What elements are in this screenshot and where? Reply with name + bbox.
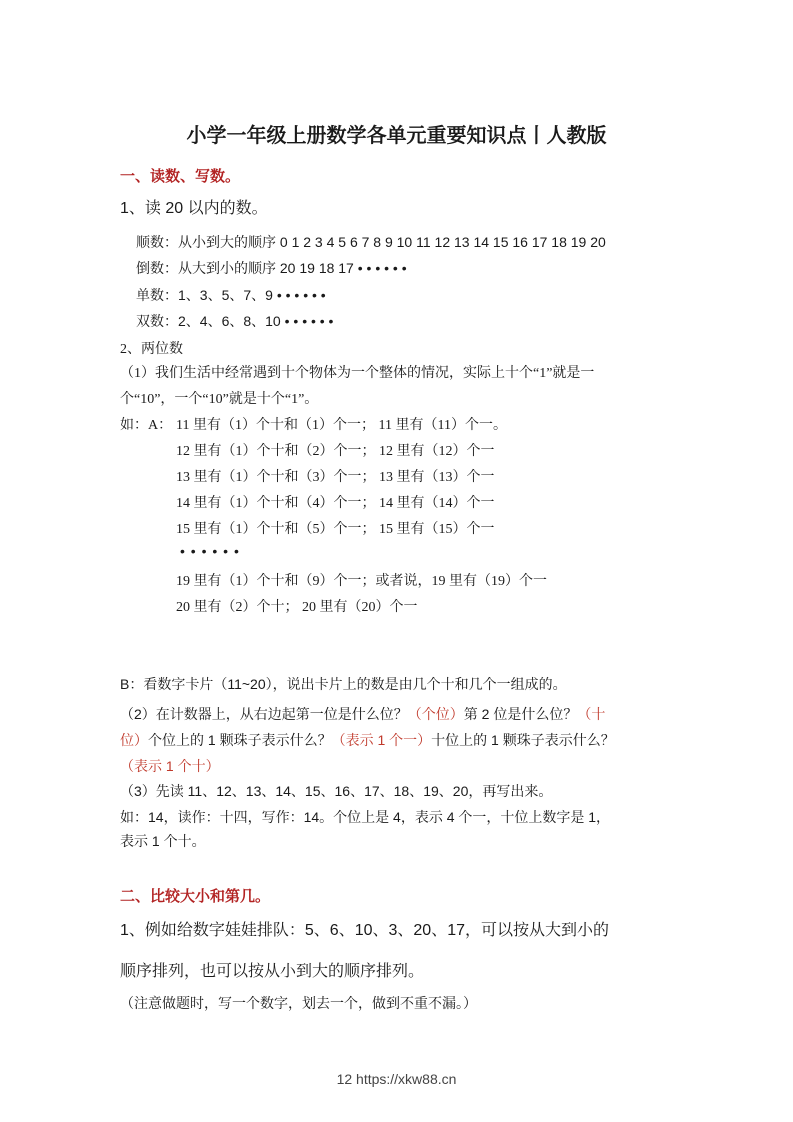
p2-answer-a: （个位） [407, 706, 464, 722]
p2-question-d: 十位上的 1 颗珠子表示什么？ [431, 732, 615, 748]
example-line: 19 里有（1）个十和（9）个一；或者说，19 里有（19）个一 [176, 574, 547, 589]
p2-answer-c: （表示 1 个一） [331, 732, 432, 748]
p1-line2: 个“10”，一个“10”就是十个“1”。 [120, 392, 319, 407]
p3-line: （3）先读 11、12、13、14、15、16、17、18、19、20，再写出来。 [120, 783, 553, 799]
daoshu-line: 倒数：从大到小的顺序 20 19 18 17 • • • • • • [136, 260, 407, 276]
example-line: 12 里有（1）个十和（2）个一； 12 里有（12）个一 [176, 444, 495, 459]
section2-note: （注意做题时，写一个数字，划去一个，做到不重不漏。） [120, 997, 477, 1012]
b-line: B：看数字卡片（11~20），说出卡片上的数是由几个十和几个一组成的。 [120, 676, 567, 692]
p2-paragraph [120, 702, 676, 726]
example-prefix: 如：A： [120, 418, 173, 433]
example-ellipsis: • • • • • • [180, 543, 240, 559]
section2-item1-line1: 1、例如给数字娃娃排队：5、6、10、3、20、17，可以按从大到小的 [120, 922, 609, 939]
example-line: 15 里有（1）个十和（5）个一； 15 里有（15）个一 [176, 522, 495, 537]
danshu-line: 单数：1、3、5、7、9 • • • • • • [136, 287, 326, 303]
p2-question-a: （2）在计数器上，从右边起第一位是什么位？ [120, 706, 408, 722]
example-line: 14 里有（1）个十和（4）个一； 14 里有（14）个一 [176, 496, 495, 511]
section1-item2: 2、两位数 [120, 342, 183, 357]
p2-answer-d: （表示 1 个十） [120, 758, 220, 774]
p3-example-line2: 表示 1 个十。 [120, 833, 206, 849]
p2-question-c: 个位上的 1 颗珠子表示什么？ [148, 732, 332, 748]
p2-answer-b: （十 [577, 706, 606, 722]
example-line: 13 里有（1）个十和（3）个一； 13 里有（13）个一 [176, 470, 495, 485]
example-line: 20 里有（2）个十； 20 里有（20）个一 [176, 600, 418, 615]
p2-answer-b-cont: 位） [120, 732, 148, 748]
p3-example-line1: 如：14，读作：十四，写作：14。个位上是 4，表示 4 个一，十位上数字是 1， [120, 809, 611, 825]
shuangshu-line: 双数：2、4、6、8、10 • • • • • • [136, 313, 334, 329]
section2-item1-line2: 顺序排列，也可以按从小到大的顺序排列。 [120, 963, 425, 980]
section2-heading: 二、比较大小和第几。 [120, 888, 271, 905]
page-footer: 12 https://xkw88.cn [336, 1071, 457, 1087]
page-title: 小学一年级上册数学各单元重要知识点丨人教版 [186, 125, 607, 147]
p2-question-b: 第 2 位是什么位？ [463, 706, 578, 722]
p2-line2 [120, 730, 615, 750]
example-line: 11 里有（1）个十和（1）个一； 11 里有（11）个一。 [176, 418, 507, 433]
p1-line1: （1）我们生活中经常遇到十个物体为一个整体的情况，实际上十个“1”就是一 [120, 366, 595, 381]
section1-item1: 1、读 20 以内的数。 [120, 200, 268, 217]
section1-heading: 一、读数、写数。 [120, 168, 241, 185]
shunshu-line: 顺数：从小到大的顺序 0 1 2 3 4 5 6 7 8 9 10 11 12 13 14 15 16 17 18 19 20 [136, 234, 606, 250]
